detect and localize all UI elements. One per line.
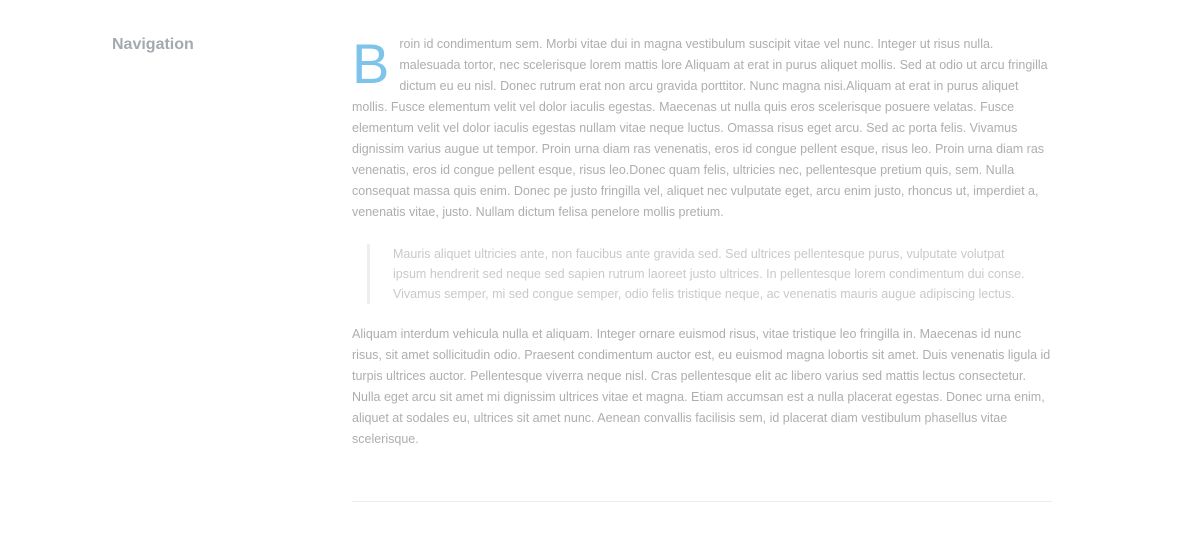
sidebar-title: Navigation: [112, 36, 194, 53]
sidebar: [112, 35, 312, 55]
intro-paragraph: [352, 34, 1052, 223]
intro-text: roin id condimentum sem. Morbi vitae dui in magna vestibulum suscipit vitae vel nunc. Integer ut risus nulla. malesuada tortor, nec scelerisque lorem mattis lore Aliquam at erat in purus aliquet mollis. Sed at odio ut arcu fringilla dictum eu eu nisl. Donec rutrum erat non arcu gravida porttitor. Nunc magna nisi.Aliquam at erat in purus aliquet mollis. Fusce elementum velit vel dolor iaculis egestas. Maecenas ut nulla quis eros scelerisque posuere velatas. Fusce elementum velit vel dolor iaculis egestas nullam vitae neque luctus. Omassa risus eget arcu. Sed ac porta felis. Vivamus dignissim varius augue ut tempor. Proin urna diam ras venenatis, eros id congue pellent esque, risus leo. Proin urna diam ras venenatis, eros id congue pellent esque, risus leo.Donec quam felis, ultricies nec, pellentesque pretium quis, sem. Nulla consequat massa quis enim. Donec pe justo fringilla vel, aliquet nec vulputate eget, arcu enim justo, rhoncus ut, imperdiet a, venenatis vitae, justo. Nullam dictum felisa penelore mollis pretium.: [352, 37, 1048, 219]
divider: [352, 501, 1052, 502]
dropcap-letter: B: [352, 32, 390, 95]
closing-paragraph: Aliquam interdum vehicula nulla et aliquam. Integer ornare euismod risus, vitae tristique leo fringilla in. Maecenas id nunc risus, sit amet sollicitudin odio. Praesent condimentum auctor est, eu euismod magna lobortis sit amet. Duis venenatis ligula id turpis ultrices auctor. Pellentesque viverra neque nisl. Cras pellentesque elit ac libero varius sed mattis lectus consectetur. Nulla eget arcu sit amet mi dignissim ultrices vitae et magna. Etiam accumsan est a nulla placerat egestas. Donec urna enim, aliquet at sodales eu, ultrices sit amet nunc. Aenean convallis facilisis sem, id placerat diam vestibulum phasellus vitae scelerisque.: [352, 327, 1051, 446]
article-content: [352, 34, 1052, 502]
blockquote: Mauris aliquet ultricies ante, non faucibus ante gravida sed. Sed ultrices pellentesque purus, vulputate volutpat ipsum hendrerit sed neque sed sapien rutrum laoreet justo ultrices. In pellentesque lorem condimentum dui conse. Vivamus semper, mi sed congue semper, odio felis tristique neque, ac venenatis mauris augue adipiscing lectus.: [367, 244, 1033, 304]
